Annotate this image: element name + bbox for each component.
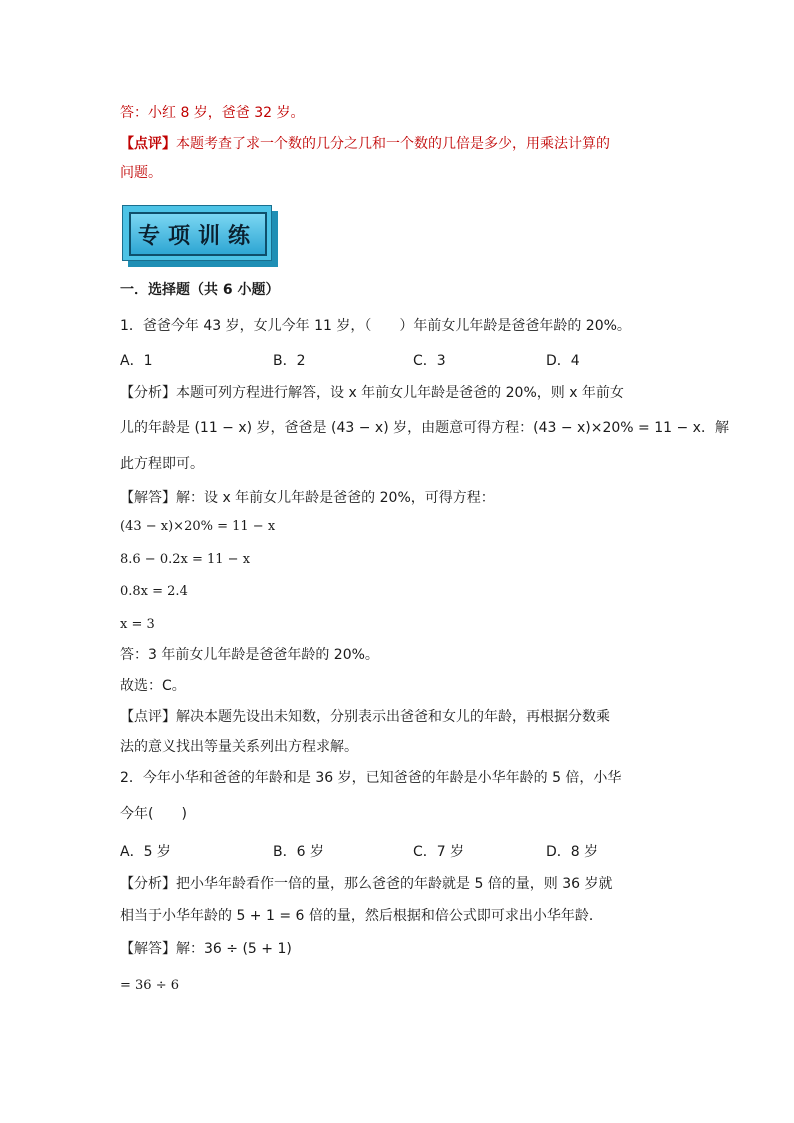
q1-option-a: A．1 [120,353,153,369]
q1-option-c: C．3 [413,353,446,369]
banner-title: 专项训练 [137,223,258,249]
section-heading: 一．选择题（共 6 小题） [120,282,280,298]
q1-step-3: 0.8x = 2.4 [120,584,188,599]
previous-comment-line1 [120,134,610,154]
comment-text: 本题考查了求一个数的几分之几和一个数的几倍是多少，用乘法计算的 [176,136,610,152]
q2-stem-line1: 2．今年小华和爸爸的年龄和是 36 岁，已知爸爸的年龄是小华年龄的 5 倍，小华 [120,770,622,786]
q2-option-c: C．7 岁 [413,844,465,860]
q1-option-b: B．2 [273,353,306,369]
q1-analysis-line3: 此方程即可。 [120,456,204,472]
q1-step-1: (43 − x)×20% = 11 − x [120,519,276,534]
q2-step-1: = 36 ÷ 6 [120,978,179,993]
section-banner [122,205,278,267]
q2-option-a: A．5 岁 [120,844,171,860]
q1-step-2: 8.6 − 0.2x = 11 − x [120,552,251,567]
q1-choice: 故选：C。 [120,678,186,694]
q2-option-d: D．8 岁 [546,844,599,860]
comment-tag: 【点评】 [120,136,176,152]
q2-analysis-line2: 相当于小华年龄的 5 + 1 = 6 倍的量，然后根据和倍公式即可求出小华年龄． [120,908,603,924]
previous-comment-line2: 问题。 [120,165,162,181]
q1-analysis-line2: 儿的年龄是 (11 − x) 岁，爸爸是 (43 − x) 岁，由题意可得方程：(43 − x)×20% = 11 − x．解 [120,420,729,436]
q1-comment-line1: 【点评】解决本题先设出未知数，分别表示出爸爸和女儿的年龄，再根据分数乘 [120,709,610,725]
q1-solution-intro: 【解答】解：设 x 年前女儿年龄是爸爸的 20%，可得方程： [120,490,495,506]
previous-answer: 答：小红 8 岁，爸爸 32 岁。 [120,105,305,121]
q1-answer: 答：3 年前女儿年龄是爸爸年龄的 20%。 [120,647,379,663]
q1-analysis-line1: 【分析】本题可列方程进行解答，设 x 年前女儿年龄是爸爸的 20%，则 x 年前女 [120,385,624,401]
q2-analysis-line1: 【分析】把小华年龄看作一倍的量，那么爸爸的年龄就是 5 倍的量，则 36 岁就 [120,876,613,892]
q2-stem-line2: 今年( ) [120,806,187,822]
q2-solution-intro: 【解答】解：36 ÷ (5 + 1) [120,941,292,957]
q1-option-d: D．4 [546,353,580,369]
q1-stem: 1．爸爸今年 43 岁，女儿今年 11 岁，（ ）年前女儿年龄是爸爸年龄的 20%。 [120,318,631,334]
q1-step-4: x = 3 [120,617,155,632]
q1-comment-line2: 法的意义找出等量关系列出方程求解。 [120,739,358,755]
q2-option-b: B．6 岁 [273,844,324,860]
